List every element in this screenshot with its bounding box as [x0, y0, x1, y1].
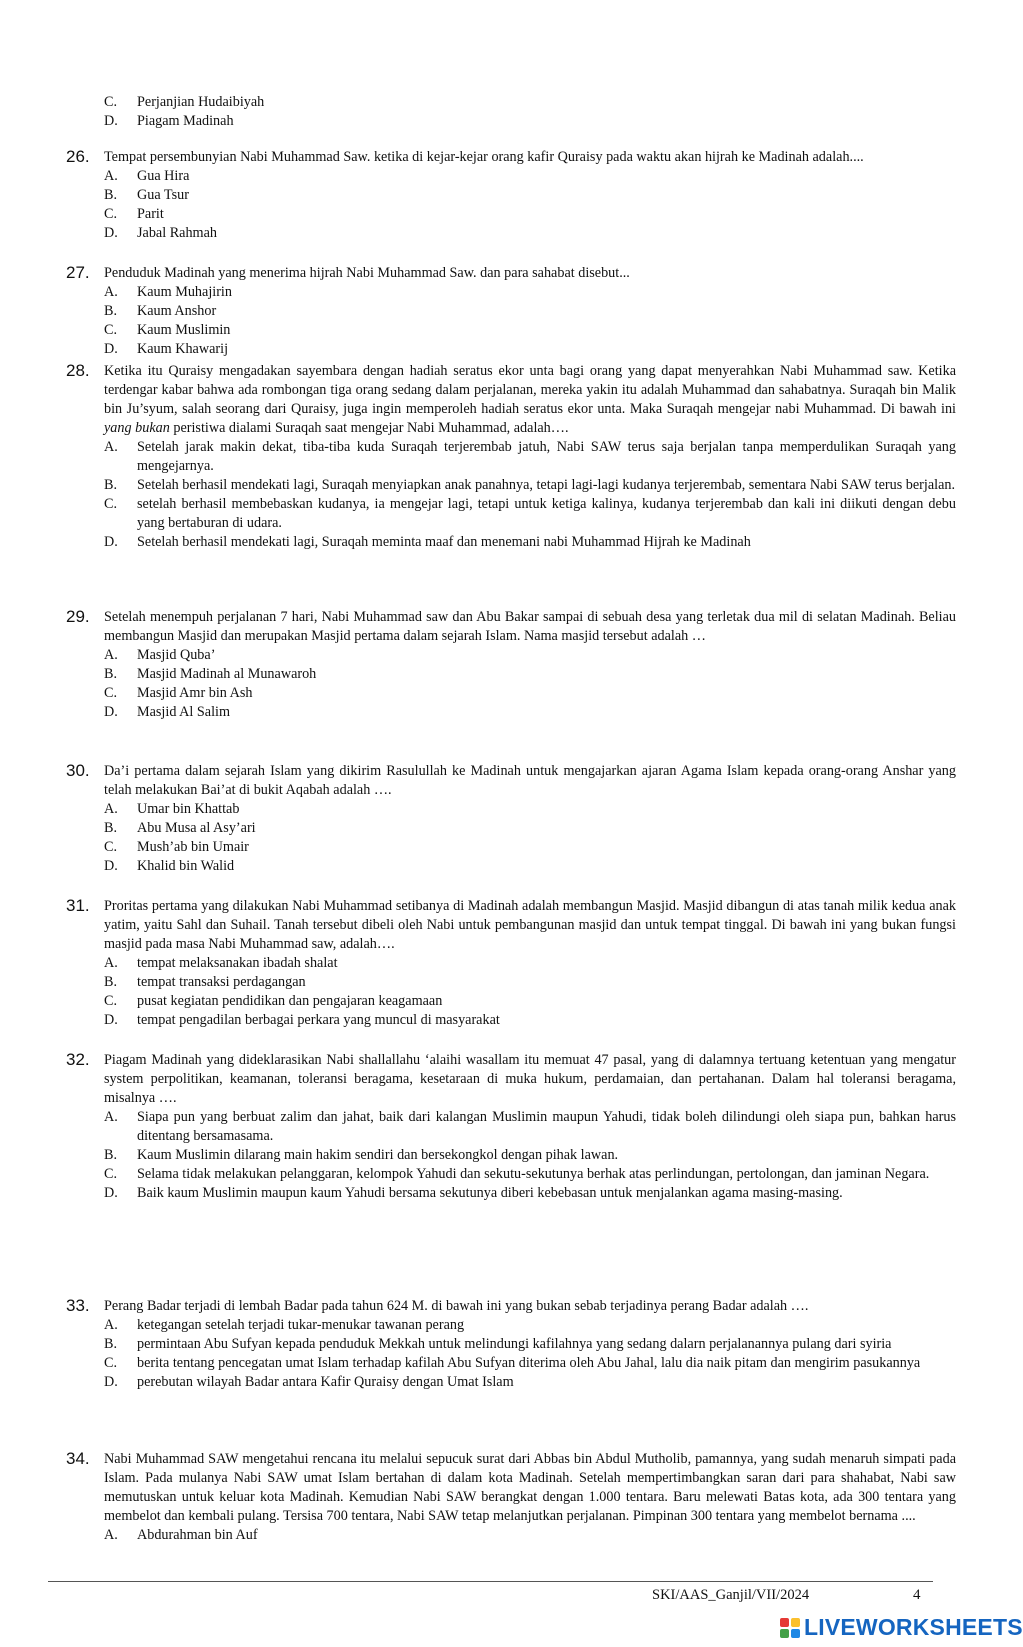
option-letter: C.	[104, 322, 118, 338]
question-stem: Da’i pertama dalam sejarah Islam yang dikirim Rasulullah ke Madinah untuk mengajarkan ajaran Agama Islam kepada orang-orang Anshar yang telah melakukan Bai’at di bukit Aqabah adalah ….	[104, 763, 956, 798]
question-number: 29.	[66, 607, 90, 626]
option-a[interactable]	[104, 646, 956, 665]
option-c[interactable]	[104, 1165, 956, 1184]
option-letter: C.	[104, 1166, 118, 1182]
option-text: Siapa pun yang berbuat zalim dan jahat, baik dari kalangan Muslimin maupun Yahudi, tidak boleh dilindungi oleh siapa pun, bahkan harus ditentang bersamasama.	[137, 1109, 956, 1144]
option-letter: A.	[104, 801, 118, 817]
option-text: Masjid Al Salim	[137, 704, 231, 720]
question-34	[66, 1450, 956, 1545]
option-letter: B.	[104, 666, 118, 682]
option-c	[104, 93, 956, 112]
option-text: Abdurahman bin Auf	[137, 1527, 258, 1543]
option-d[interactable]	[104, 224, 956, 243]
option-letter: A.	[104, 168, 118, 184]
option-text: Kaum Anshor	[137, 303, 217, 319]
option-text: tempat pengadilan berbagai perkara yang muncul di masyarakat	[137, 1012, 500, 1028]
option-letter: A.	[104, 284, 118, 300]
option-text: Kaum Muhajirin	[137, 284, 232, 300]
option-letter: C.	[104, 496, 118, 512]
option-text: tempat transaksi perdagangan	[137, 974, 306, 990]
question-26	[66, 148, 956, 243]
option-letter: D.	[104, 1374, 118, 1390]
option-letter: B.	[104, 477, 118, 493]
option-letter: A.	[104, 647, 118, 663]
option-text: Parit	[137, 206, 164, 222]
question-30	[66, 762, 956, 876]
option-a[interactable]	[104, 283, 956, 302]
option-text: perebutan wilayah Badar antara Kafir Quraisy dengan Umat Islam	[137, 1374, 514, 1390]
question-number: 33.	[66, 1296, 90, 1315]
options-list	[104, 1526, 956, 1545]
option-letter: B.	[104, 1336, 118, 1352]
option-c[interactable]	[104, 495, 956, 533]
question-31	[66, 897, 956, 1030]
option-text: Perjanjian Hudaibiyah	[137, 94, 265, 110]
option-d[interactable]	[104, 533, 956, 552]
option-letter: B.	[104, 303, 118, 319]
stem-text: Ketika itu Quraisy mengadakan sayembara dengan hadiah seratus ekor unta bagi orang yang dapat menyerahkan Nabi Muhammad saw. Ketika terdengar kabar bahwa ada rombongan tiga orang sedang dalam perjalanan, mereka yakin itu adalah Muhammad dan sahabatnya. Suraqah bin Malik bin Ju’syum, salah seorang dari Quraisy, juga ingin memperoleh hadiah seratus ekor unta. Maka Suraqah mengejar nabi Muhammad. Di bawah ini	[104, 363, 956, 417]
option-letter: D.	[104, 704, 118, 720]
option-text: tempat melaksanakan ibadah shalat	[137, 955, 338, 971]
option-b[interactable]	[104, 1335, 956, 1354]
logo-square-blue	[791, 1629, 800, 1638]
question-number: 34.	[66, 1449, 90, 1468]
option-text: Gua Hira	[137, 168, 190, 184]
options-list	[104, 283, 956, 359]
option-c[interactable]	[104, 838, 956, 857]
options-list	[104, 167, 956, 243]
option-text: setelah berhasil membebaskan kudanya, ia mengejar lagi, tetapi untuk ketiga kalinya, kudanya terjerembab dan kali ini diikuti dengan debu yang bertaburan di udara.	[137, 496, 956, 531]
option-text: ketegangan setelah terjadi tukar-menukar tawanan perang	[137, 1317, 465, 1333]
stem-text-end: peristiwa dialami Suraqah saat mengejar Nabi Muhammad, adalah….	[173, 420, 569, 436]
options-list	[104, 646, 956, 722]
option-text: Kaum Muslimin	[137, 322, 231, 338]
question-stem: Proritas pertama yang dilakukan Nabi Muhammad setibanya di Madinah adalah membangun Masjid. Masjid dibangun di atas tanah milik kedua anak yatim, yaitu Sahl dan Suhail. Tanah tersebut dibeli oleh Nabi untuk pembangunan masjid dan untuk tempat tinggal. Di bawah ini yang bukan fungsi masjid pada masa Nabi Muhammad saw, adalah….	[104, 898, 956, 952]
option-letter: C.	[104, 1355, 118, 1371]
question-stem: Piagam Madinah yang dideklarasikan Nabi shallallahu ‘alaihi wasallam itu memuat 47 pasal, yang di dalamnya tertuang ketentuan yang mengatur system perpolitikan, keamanan, toleransi beragama, kesetaraan di muka hukum, perdamaian, dan pertahanan. Dalam hal toleransi beragama, misalnya ….	[104, 1052, 956, 1106]
question-27	[66, 264, 956, 359]
option-letter: A.	[104, 439, 118, 455]
option-a[interactable]	[104, 1108, 956, 1146]
option-letter: A.	[104, 1527, 118, 1543]
option-text: Selama tidak melakukan pelanggaran, kelompok Yahudi dan sekutu-sekutunya berhak atas perlindungan, pertolongan, dan jaminan Negara.	[137, 1166, 930, 1182]
question-28	[66, 362, 956, 552]
option-text: Gua Tsur	[137, 187, 189, 203]
option-d[interactable]	[104, 340, 956, 359]
question-number: 32.	[66, 1050, 90, 1069]
option-letter: A.	[104, 1109, 118, 1125]
liveworksheets-brand	[780, 1614, 1023, 1641]
option-a[interactable]	[104, 1316, 956, 1335]
option-c[interactable]	[104, 321, 956, 340]
option-letter: D.	[104, 858, 118, 874]
option-text: Setelah berhasil mendekati lagi, Suraqah meminta maaf dan menemani nabi Muhammad Hijrah ke Madinah	[137, 534, 751, 550]
brand-text: LIVEWORKSHEETS	[804, 1614, 1023, 1640]
liveworksheets-logo-icon	[780, 1618, 800, 1638]
option-d[interactable]	[104, 703, 956, 722]
option-text: Kaum Khawarij	[137, 341, 229, 357]
option-text: Jabal Rahmah	[137, 225, 217, 241]
option-c[interactable]	[104, 684, 956, 703]
option-text: Kaum Muslimin dilarang main hakim sendiri dan bersekongkol dengan pihak lawan.	[137, 1147, 619, 1163]
options-list	[104, 438, 956, 552]
option-a[interactable]	[104, 438, 956, 476]
option-letter: C.	[104, 94, 118, 110]
option-d[interactable]	[104, 857, 956, 876]
option-letter: D.	[104, 1012, 118, 1028]
option-letter: B.	[104, 820, 118, 836]
question-number: 30.	[66, 761, 90, 780]
page-number: 4	[913, 1587, 921, 1603]
option-letter: D.	[104, 1185, 118, 1201]
option-c[interactable]	[104, 1354, 956, 1373]
question-stem: Nabi Muhammad SAW mengetahui rencana itu melalui sepucuk surat dari Abbas bin Abdul Mutholib, pamannya, yang sudah menaruh simpati pada Islam. Pada mulanya Nabi SAW umat Islam bertahan di dalam kota Madinah. Setelah mempertimbangkan saran dari para shahabat, Nabi saw memutuskan untuk keluar kota Madinah. Kemudian Nabi SAW berangkat dengan 1.000 tentara. Baru melewati Batas kota, ada 300 tentara yang membelot dan kembali pulang. Tersisa 700 tentara, Nabi SAW tetap melanjutkan perjalanan. Pimpinan 300 tentara yang membelot bernama ....	[104, 1451, 956, 1524]
question-stem: Tempat persembunyian Nabi Muhammad Saw. ketika di kejar-kejar orang kafir Quraisy pada waktu akan hijrah ke Madinah adalah....	[104, 149, 864, 165]
option-d	[104, 112, 956, 131]
option-a[interactable]	[104, 1526, 956, 1545]
option-letter: C.	[104, 993, 118, 1009]
option-text: Abu Musa al Asy’ari	[137, 820, 256, 836]
question-stem	[104, 362, 956, 438]
option-letter: D.	[104, 534, 118, 550]
option-text: Khalid bin Walid	[137, 858, 235, 874]
option-text: Setelah berhasil mendekati lagi, Suraqah menyiapkan anak panahnya, tetapi lagi-lagi kudanya terjerembab, sementara Nabi SAW terus berjalan.	[137, 477, 956, 493]
option-d[interactable]	[104, 1373, 956, 1392]
option-b[interactable]	[104, 665, 956, 684]
question-32	[66, 1051, 956, 1203]
option-text: pusat kegiatan pendidikan dan pengajaran keagamaan	[137, 993, 443, 1009]
question-number: 28.	[66, 361, 90, 380]
option-b[interactable]	[104, 476, 956, 495]
option-b[interactable]	[104, 973, 956, 992]
question-29	[66, 608, 956, 722]
option-letter: B.	[104, 1147, 118, 1163]
option-text: Umar bin Khattab	[137, 801, 240, 817]
prev-question-options	[104, 93, 956, 131]
option-text: Piagam Madinah	[137, 113, 234, 129]
options-list	[104, 1108, 956, 1203]
option-letter: A.	[104, 955, 118, 971]
option-b[interactable]	[104, 1146, 956, 1165]
option-text: Mush’ab bin Umair	[137, 839, 249, 855]
question-number: 31.	[66, 896, 90, 915]
logo-square-yellow	[791, 1618, 800, 1627]
option-text: Setelah jarak makin dekat, tiba-tiba kuda Suraqah terjerembab jatuh, Nabi SAW terus saja berjalan tanpa memperdulikan Suraqah yang mengejarnya.	[137, 439, 956, 474]
option-letter: C.	[104, 839, 118, 855]
question-stem: Penduduk Madinah yang menerima hijrah Nabi Muhammad Saw. dan para sahabat disebut...	[104, 265, 630, 281]
document-code: SKI/AAS_Ganjil/VII/2024	[652, 1587, 810, 1603]
options-list	[104, 954, 956, 1030]
option-d[interactable]	[104, 1011, 956, 1030]
option-a[interactable]	[104, 167, 956, 186]
option-b[interactable]	[104, 186, 956, 205]
option-letter: D.	[104, 341, 118, 357]
option-text: permintaan Abu Sufyan kepada penduduk Mekkah untuk melindungi kafilahnya yang sedang dalarn perjalanannya pulang dari syiria	[137, 1336, 892, 1352]
question-33	[66, 1297, 956, 1392]
options-list	[104, 1316, 956, 1392]
option-letter: D.	[104, 113, 118, 129]
options-list	[104, 800, 956, 876]
option-b[interactable]	[104, 302, 956, 321]
option-c[interactable]	[104, 992, 956, 1011]
logo-square-green	[780, 1629, 789, 1638]
option-letter: B.	[104, 974, 118, 990]
stem-emphasis: yang bukan	[104, 420, 170, 436]
option-d[interactable]	[104, 1184, 956, 1203]
question-number: 26.	[66, 147, 90, 166]
question-stem: Perang Badar terjadi di lembah Badar pada tahun 624 M. di bawah ini yang bukan sebab terjadinya perang Badar adalah ….	[104, 1298, 809, 1314]
footer-divider	[48, 1581, 933, 1582]
question-number: 27.	[66, 263, 90, 282]
option-text: Masjid Madinah al Munawaroh	[137, 666, 317, 682]
option-letter: C.	[104, 685, 118, 701]
question-stem: Setelah menempuh perjalanan 7 hari, Nabi Muhammad saw dan Abu Bakar sampai di sebuah desa yang terletak dua mil di selatan Madinah. Beliau membangun Masjid dan merupakan Masjid pertama dalam sejarah Islam. Nama masjid tersebut adalah …	[104, 609, 956, 644]
option-letter: B.	[104, 187, 118, 203]
option-text: Baik kaum Muslimin maupun kaum Yahudi bersama sekutunya diberi kebebasan untuk menjalankan agama masing-masing.	[137, 1185, 843, 1201]
logo-square-red	[780, 1618, 789, 1627]
option-text: Masjid Quba’	[137, 647, 216, 663]
option-a[interactable]	[104, 954, 956, 973]
option-letter: A.	[104, 1317, 118, 1333]
option-a[interactable]	[104, 800, 956, 819]
option-c[interactable]	[104, 205, 956, 224]
option-letter: D.	[104, 225, 118, 241]
option-text: berita tentang pencegatan umat Islam terhadap kafilah Abu Sufyan diterima oleh Abu Jahal, lalu dia naik pitam dan mengirim pasukannya	[137, 1355, 921, 1371]
option-b[interactable]	[104, 819, 956, 838]
option-letter: C.	[104, 206, 118, 222]
option-text: Masjid Amr bin Ash	[137, 685, 253, 701]
